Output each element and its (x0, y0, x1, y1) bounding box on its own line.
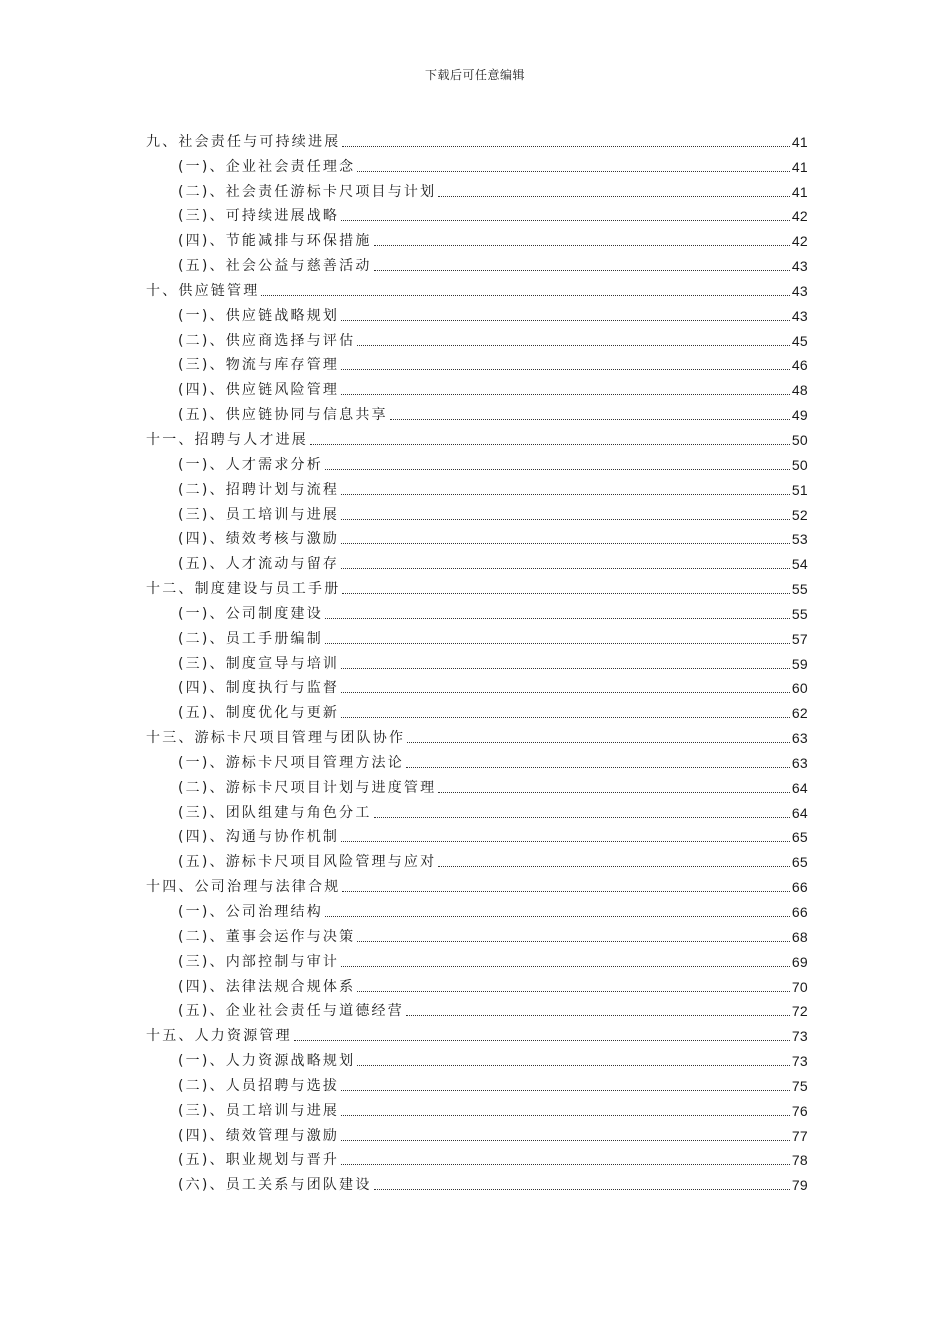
toc-section-entry[interactable] (146, 225, 808, 250)
toc-section-entry[interactable] (146, 1120, 808, 1145)
toc-section-entry[interactable] (146, 374, 808, 399)
toc-dot-leader (357, 941, 789, 942)
toc-page-number: 43 (791, 307, 808, 324)
toc-dot-leader (341, 692, 790, 693)
table-of-contents (146, 126, 808, 1194)
toc-entry-title: (一)、人力资源战略规划 (178, 1053, 356, 1070)
toc-section-entry[interactable] (146, 325, 808, 350)
toc-dot-leader (341, 494, 790, 495)
toc-page-number: 59 (791, 655, 808, 672)
toc-page-number: 66 (791, 904, 808, 920)
toc-section-entry[interactable] (146, 772, 808, 797)
toc-chapter-entry[interactable] (146, 871, 808, 896)
toc-section-entry[interactable] (146, 1169, 808, 1194)
toc-page-number: 66 (791, 879, 808, 896)
toc-page-number: 51 (791, 481, 808, 498)
toc-chapter-entry[interactable] (146, 573, 808, 598)
toc-dot-leader (341, 1140, 790, 1141)
toc-entry-title: (一)、公司制度建设 (178, 605, 323, 622)
toc-dot-leader (342, 891, 789, 892)
toc-page-number: 52 (791, 506, 808, 523)
toc-page-number: 55 (791, 605, 808, 622)
toc-entry-title: (四)、供应链风险管理 (178, 382, 340, 399)
toc-dot-leader (342, 146, 789, 147)
toc-page-number: 76 (791, 1102, 808, 1119)
toc-entry-title: (五)、社会公益与慈善活动 (178, 258, 372, 275)
toc-entry-title: (一)、供应链战略规划 (178, 307, 340, 324)
toc-dot-leader (325, 643, 790, 644)
toc-entry-title: 九、社会责任与可持续进展 (146, 133, 341, 150)
toc-section-entry[interactable] (146, 250, 808, 275)
toc-dot-leader (310, 444, 790, 445)
toc-section-entry[interactable] (146, 797, 808, 822)
toc-dot-leader (325, 618, 790, 619)
toc-dot-leader (341, 841, 790, 842)
toc-page-number: 77 (791, 1127, 808, 1144)
toc-page-number: 69 (791, 953, 808, 970)
page-header: 下载后可任意编辑 (424, 68, 525, 82)
toc-page-number: 65 (791, 854, 808, 871)
toc-dot-leader (438, 866, 789, 867)
toc-entry-title: (四)、绩效考核与激励 (178, 531, 340, 548)
toc-page-number: 62 (791, 705, 808, 722)
toc-chapter-entry[interactable] (146, 275, 808, 300)
toc-entry-title: (二)、员工手册编制 (178, 630, 323, 647)
toc-page-number: 75 (791, 1077, 808, 1094)
toc-dot-leader (406, 767, 790, 768)
toc-dot-leader (341, 668, 790, 669)
toc-dot-leader (341, 220, 790, 221)
toc-page-number: 46 (791, 357, 808, 374)
toc-page-number: 45 (791, 332, 808, 349)
toc-page-number: 64 (791, 779, 808, 796)
toc-dot-leader (341, 320, 790, 321)
toc-entry-title: (二)、招聘计划与流程 (178, 481, 340, 498)
toc-dot-leader (357, 1065, 789, 1066)
toc-dot-leader (374, 1189, 790, 1190)
toc-section-entry[interactable] (146, 996, 808, 1021)
toc-page-number: 68 (791, 928, 808, 945)
toc-page-number: 54 (791, 556, 808, 573)
toc-dot-leader (341, 543, 790, 544)
toc-entry-title: 十三、游标卡尺项目管理与团队协作 (146, 730, 406, 747)
toc-section-entry[interactable] (146, 598, 808, 623)
toc-entry-title: (三)、团队组建与角色分工 (178, 804, 372, 821)
toc-section-entry[interactable] (146, 921, 808, 946)
toc-dot-leader (341, 1090, 790, 1091)
toc-section-entry[interactable] (146, 151, 808, 176)
toc-entry-title: (四)、绩效管理与激励 (178, 1127, 340, 1144)
toc-section-entry[interactable] (146, 971, 808, 996)
toc-entry-title: (六)、员工关系与团队建设 (178, 1177, 372, 1194)
toc-section-entry[interactable] (146, 1070, 808, 1095)
toc-page-number: 43 (791, 282, 808, 299)
toc-chapter-entry[interactable] (146, 722, 808, 747)
toc-dot-leader (325, 916, 790, 917)
toc-page-number: 57 (791, 630, 808, 647)
toc-entry-title: (五)、游标卡尺项目风险管理与应对 (178, 854, 437, 871)
toc-page-number: 48 (791, 382, 808, 399)
toc-entry-title: (五)、企业社会责任与道德经营 (178, 1003, 404, 1020)
toc-section-entry[interactable] (146, 474, 808, 499)
toc-section-entry[interactable] (146, 399, 808, 424)
toc-section-entry[interactable] (146, 1095, 808, 1120)
toc-entry-title: (一)、企业社会责任理念 (178, 158, 356, 175)
toc-dot-leader (357, 345, 789, 346)
toc-dot-leader (325, 469, 790, 470)
toc-dot-leader (341, 519, 790, 520)
toc-entry-title: (三)、内部控制与审计 (178, 953, 340, 970)
toc-chapter-entry[interactable] (146, 126, 808, 151)
toc-page-number: 42 (791, 208, 808, 225)
toc-dot-leader (438, 196, 789, 197)
toc-entry-title: (五)、人才流动与留存 (178, 556, 340, 573)
toc-entry-title: (一)、游标卡尺项目管理方法论 (178, 754, 404, 771)
toc-section-entry[interactable] (146, 623, 808, 648)
toc-dot-leader (390, 419, 790, 420)
toc-entry-title: (四)、制度执行与监督 (178, 680, 340, 697)
toc-page-number: 73 (791, 1028, 808, 1045)
toc-dot-leader (341, 966, 790, 967)
toc-section-entry[interactable] (146, 201, 808, 226)
toc-section-entry[interactable] (146, 350, 808, 375)
toc-dot-leader (374, 817, 790, 818)
toc-dot-leader (342, 593, 789, 594)
toc-dot-leader (374, 270, 790, 271)
toc-entry-title: (一)、公司治理结构 (178, 904, 323, 920)
toc-page-number: 50 (791, 456, 808, 473)
toc-page-number: 72 (791, 1003, 808, 1020)
toc-page-number: 79 (791, 1177, 808, 1194)
toc-entry-title: (三)、员工培训与进展 (178, 506, 340, 523)
toc-page-number: 49 (791, 407, 808, 424)
toc-dot-leader (341, 1164, 790, 1165)
toc-section-entry[interactable] (146, 648, 808, 673)
toc-section-entry[interactable] (146, 747, 808, 772)
toc-page-number: 65 (791, 829, 808, 846)
toc-entry-title: (五)、供应链协同与信息共享 (178, 407, 388, 424)
toc-entry-title: (五)、制度优化与更新 (178, 705, 340, 722)
toc-dot-leader (261, 295, 789, 296)
toc-entry-title: (二)、供应商选择与评估 (178, 332, 356, 349)
toc-section-entry[interactable] (146, 697, 808, 722)
toc-page-number: 50 (791, 431, 808, 448)
toc-dot-leader (341, 1115, 790, 1116)
toc-page-number: 43 (791, 258, 808, 275)
toc-entry-title: (三)、制度宣导与培训 (178, 655, 340, 672)
toc-page-number: 64 (791, 804, 808, 821)
toc-entry-title: (三)、员工培训与进展 (178, 1102, 340, 1119)
toc-entry-title: (四)、法律法规合规体系 (178, 978, 356, 995)
toc-section-entry[interactable] (146, 896, 808, 921)
toc-dot-leader (407, 742, 790, 743)
toc-entry-title: 十一、招聘与人才进展 (146, 431, 308, 448)
toc-page-number: 42 (791, 233, 808, 250)
toc-entry-title: (三)、物流与库存管理 (178, 357, 340, 374)
toc-page-number: 55 (791, 581, 808, 598)
toc-entry-title: (一)、人才需求分析 (178, 456, 323, 473)
toc-section-entry[interactable] (146, 673, 808, 698)
toc-page-number: 63 (791, 754, 808, 771)
toc-section-entry[interactable] (146, 449, 808, 474)
toc-page-number: 41 (791, 183, 808, 200)
toc-section-entry[interactable] (146, 176, 808, 201)
toc-section-entry[interactable] (146, 300, 808, 325)
toc-section-entry[interactable] (146, 524, 808, 549)
toc-dot-leader (406, 1015, 790, 1016)
toc-page-number: 70 (791, 978, 808, 995)
toc-dot-leader (438, 792, 789, 793)
toc-dot-leader (341, 717, 790, 718)
toc-page-number: 73 (791, 1053, 808, 1070)
toc-entry-title: (二)、游标卡尺项目计划与进度管理 (178, 779, 437, 796)
toc-section-entry[interactable] (146, 1145, 808, 1170)
toc-entry-title: (二)、社会责任游标卡尺项目与计划 (178, 183, 437, 200)
toc-entry-title: (二)、董事会运作与决策 (178, 928, 356, 945)
toc-entry-title: 十五、人力资源管理 (146, 1028, 292, 1045)
toc-entry-title: 十二、制度建设与员工手册 (146, 581, 341, 598)
toc-entry-title: 十、供应链管理 (146, 282, 260, 299)
toc-entry-title: 十四、公司治理与法律合规 (146, 879, 341, 896)
toc-entry-title: (四)、沟通与协作机制 (178, 829, 340, 846)
toc-page-number: 53 (791, 531, 808, 548)
toc-dot-leader (294, 1040, 790, 1041)
toc-page-number: 60 (791, 680, 808, 697)
toc-section-entry[interactable] (146, 846, 808, 871)
toc-dot-leader (341, 394, 790, 395)
toc-chapter-entry[interactable] (146, 1020, 808, 1045)
toc-section-entry[interactable] (146, 946, 808, 971)
toc-section-entry[interactable] (146, 1045, 808, 1070)
toc-dot-leader (357, 171, 789, 172)
toc-dot-leader (374, 245, 790, 246)
toc-page-number: 63 (791, 730, 808, 747)
toc-dot-leader (357, 991, 789, 992)
toc-entry-title: (五)、职业规划与晋升 (178, 1152, 340, 1169)
toc-entry-title: (二)、人员招聘与选拔 (178, 1077, 340, 1094)
toc-section-entry[interactable] (146, 822, 808, 847)
toc-section-entry[interactable] (146, 548, 808, 573)
toc-page-number: 78 (791, 1152, 808, 1169)
toc-section-entry[interactable] (146, 499, 808, 524)
toc-page-number: 41 (791, 158, 808, 175)
toc-dot-leader (341, 369, 790, 370)
toc-entry-title: (四)、节能减排与环保措施 (178, 233, 372, 250)
toc-dot-leader (341, 568, 790, 569)
toc-entry-title: (三)、可持续进展战略 (178, 208, 340, 225)
toc-page-number: 41 (791, 133, 808, 150)
toc-chapter-entry[interactable] (146, 424, 808, 449)
